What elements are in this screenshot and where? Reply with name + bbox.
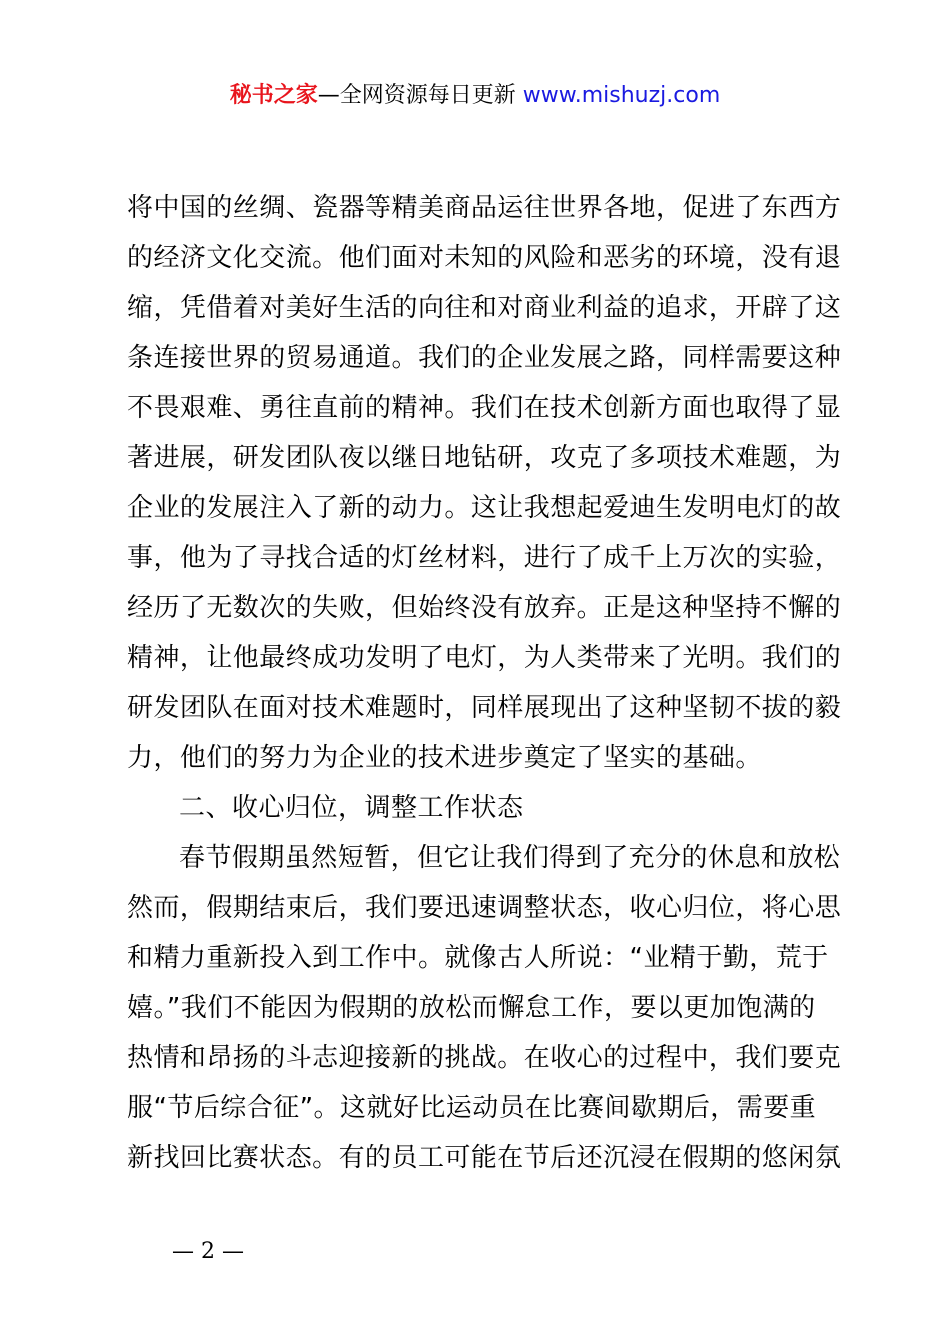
body-line: 事，他为了寻找合适的灯丝材料，进行了成千上万次的实验， xyxy=(127,543,842,573)
brand-name: 秘书之家 xyxy=(229,83,318,108)
body-line: 新找回比赛状态。有的员工可能在节后还沉浸在假期的悠闲氛 xyxy=(127,1143,842,1173)
body-line: 条连接世界的贸易通道。我们的企业发展之路，同样需要这种 xyxy=(127,343,842,373)
body-line: 然而，假期结束后，我们要迅速调整状态，收心归位，将心思 xyxy=(127,893,842,923)
body-line: 服“节后综合征”。这就好比运动员在比赛间歇期后，需要重 xyxy=(127,1093,817,1123)
body-line: 精神，让他最终成功发明了电灯，为人类带来了光明。我们的 xyxy=(127,643,842,673)
document-body xyxy=(127,183,847,1183)
site-header xyxy=(0,80,950,112)
body-line: 研发团队在面对技术难题时，同样展现出了这种坚韧不拔的毅 xyxy=(127,693,842,723)
section-heading: 二、收心归位，调整工作状态 xyxy=(179,793,524,823)
body-line: 企业的发展注入了新的动力。这让我想起爱迪生发明电灯的故 xyxy=(127,493,842,523)
body-line: 将中国的丝绸、瓷器等精美商品运往世界各地，促进了东西方 xyxy=(127,193,842,223)
body-line: 著进展，研发团队夜以继日地钻研，攻克了多项技术难题，为 xyxy=(127,443,842,473)
body-line: 嬉。”我们不能因为假期的放松而懈怠工作，要以更加饱满的 xyxy=(127,993,816,1023)
body-line: 不畏艰难、勇往直前的精神。我们在技术创新方面也取得了显 xyxy=(127,393,842,423)
body-line: 缩，凭借着对美好生活的向往和对商业利益的追求，开辟了这 xyxy=(127,293,842,323)
body-line: 春节假期虽然短暂，但它让我们得到了充分的休息和放松 xyxy=(179,843,841,873)
header-slogan: —全网资源每日更新 xyxy=(317,83,516,108)
body-line: 和精力重新投入到工作中。就像古人所说：“业精于勤，荒于 xyxy=(127,943,829,973)
body-line: 力，他们的努力为企业的技术进步奠定了坚实的基础。 xyxy=(127,743,762,773)
body-line: 的经济文化交流。他们面对未知的风险和恶劣的环境，没有退 xyxy=(127,243,842,273)
page-number: — 2 — xyxy=(172,1239,244,1264)
body-line: 热情和昂扬的斗志迎接新的挑战。在收心的过程中，我们要克 xyxy=(127,1043,842,1073)
body-line: 经历了无数次的失败，但始终没有放弃。正是这种坚持不懈的 xyxy=(127,593,842,623)
site-url-link[interactable]: www.mishuzj.com xyxy=(522,83,721,108)
